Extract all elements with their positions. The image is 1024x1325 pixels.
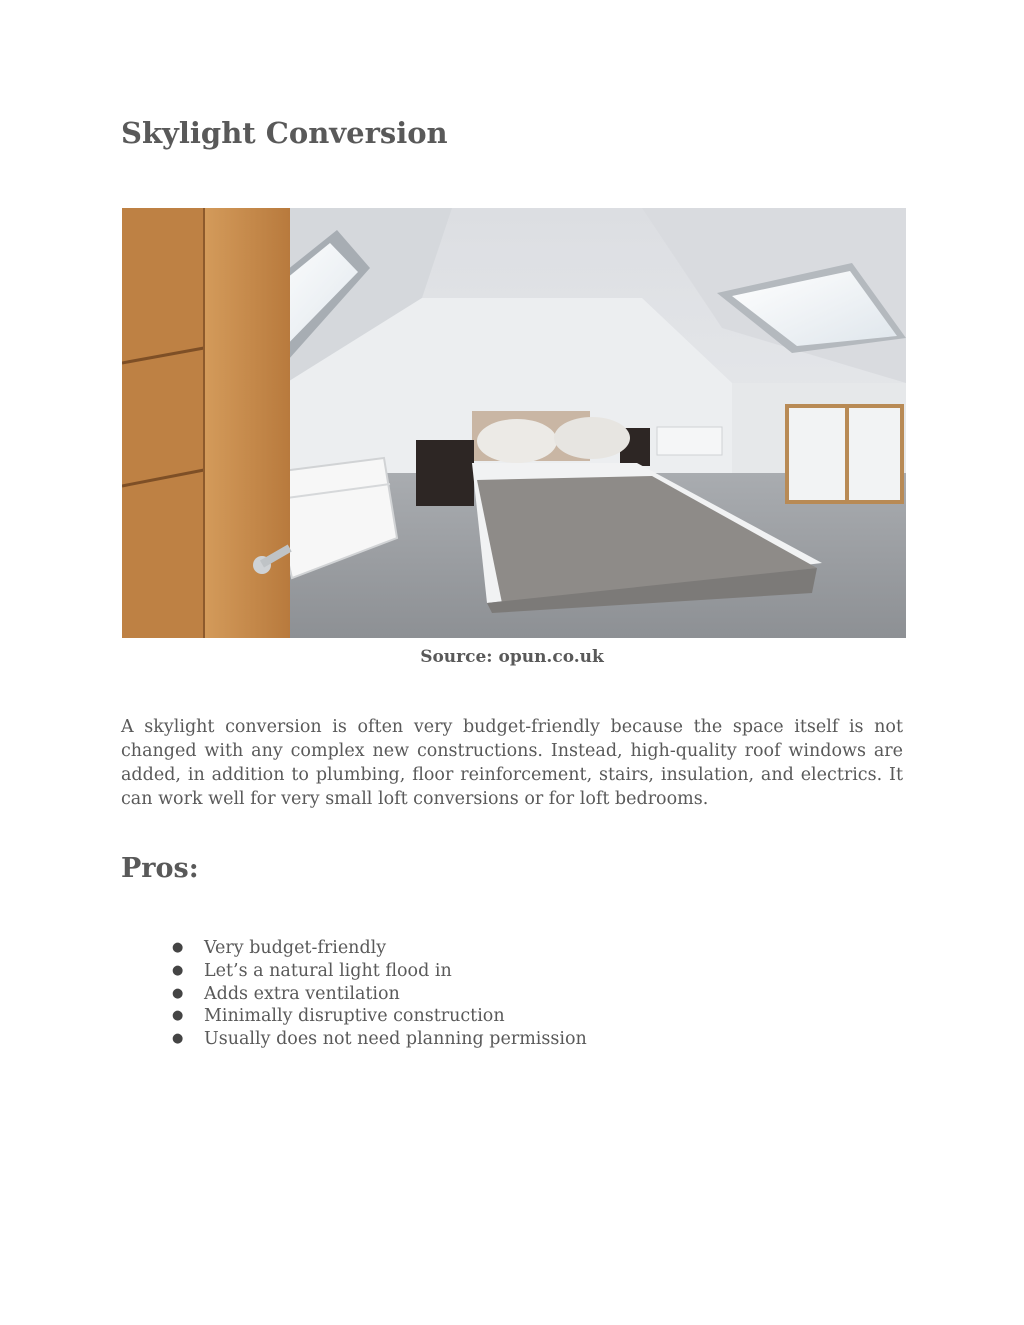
bullet-icon: ● [172, 1008, 184, 1024]
list-item [172, 1005, 587, 1028]
bullet-icon: ● [172, 985, 184, 1001]
list-item-text: Usually does not need planning permission [204, 1029, 587, 1050]
list-item [172, 960, 587, 983]
list-item-text: Let’s a natural light flood in [204, 960, 452, 981]
list-item-text: Adds extra ventilation [204, 983, 400, 1004]
loft-bedroom-photo [122, 208, 906, 638]
bullet-icon: ● [172, 940, 184, 955]
bullet-icon: ● [172, 1031, 184, 1047]
list-item-text: Minimally disruptive construction [204, 1006, 505, 1027]
page-title: Skylight Conversion [121, 116, 448, 150]
list-item [172, 983, 587, 1006]
image-caption: Source: opun.co.uk [420, 647, 604, 667]
list-item [172, 1028, 587, 1051]
bullet-icon: ● [172, 962, 184, 978]
list-item [172, 937, 587, 960]
list-item-text: Very budget-friendly [204, 938, 387, 958]
body-paragraph: A skylight conversion is often very budget-friendly because the space itself is not changed with any complex new constructions. Instead, high-quality roof windows are added, in addition to plumbing, floor reinforcement, stairs, insulation, and electrics. It can work well for very small loft conversions or for loft bedrooms. [121, 717, 903, 809]
pros-list [172, 937, 587, 1051]
pros-heading: Pros: [121, 853, 199, 884]
